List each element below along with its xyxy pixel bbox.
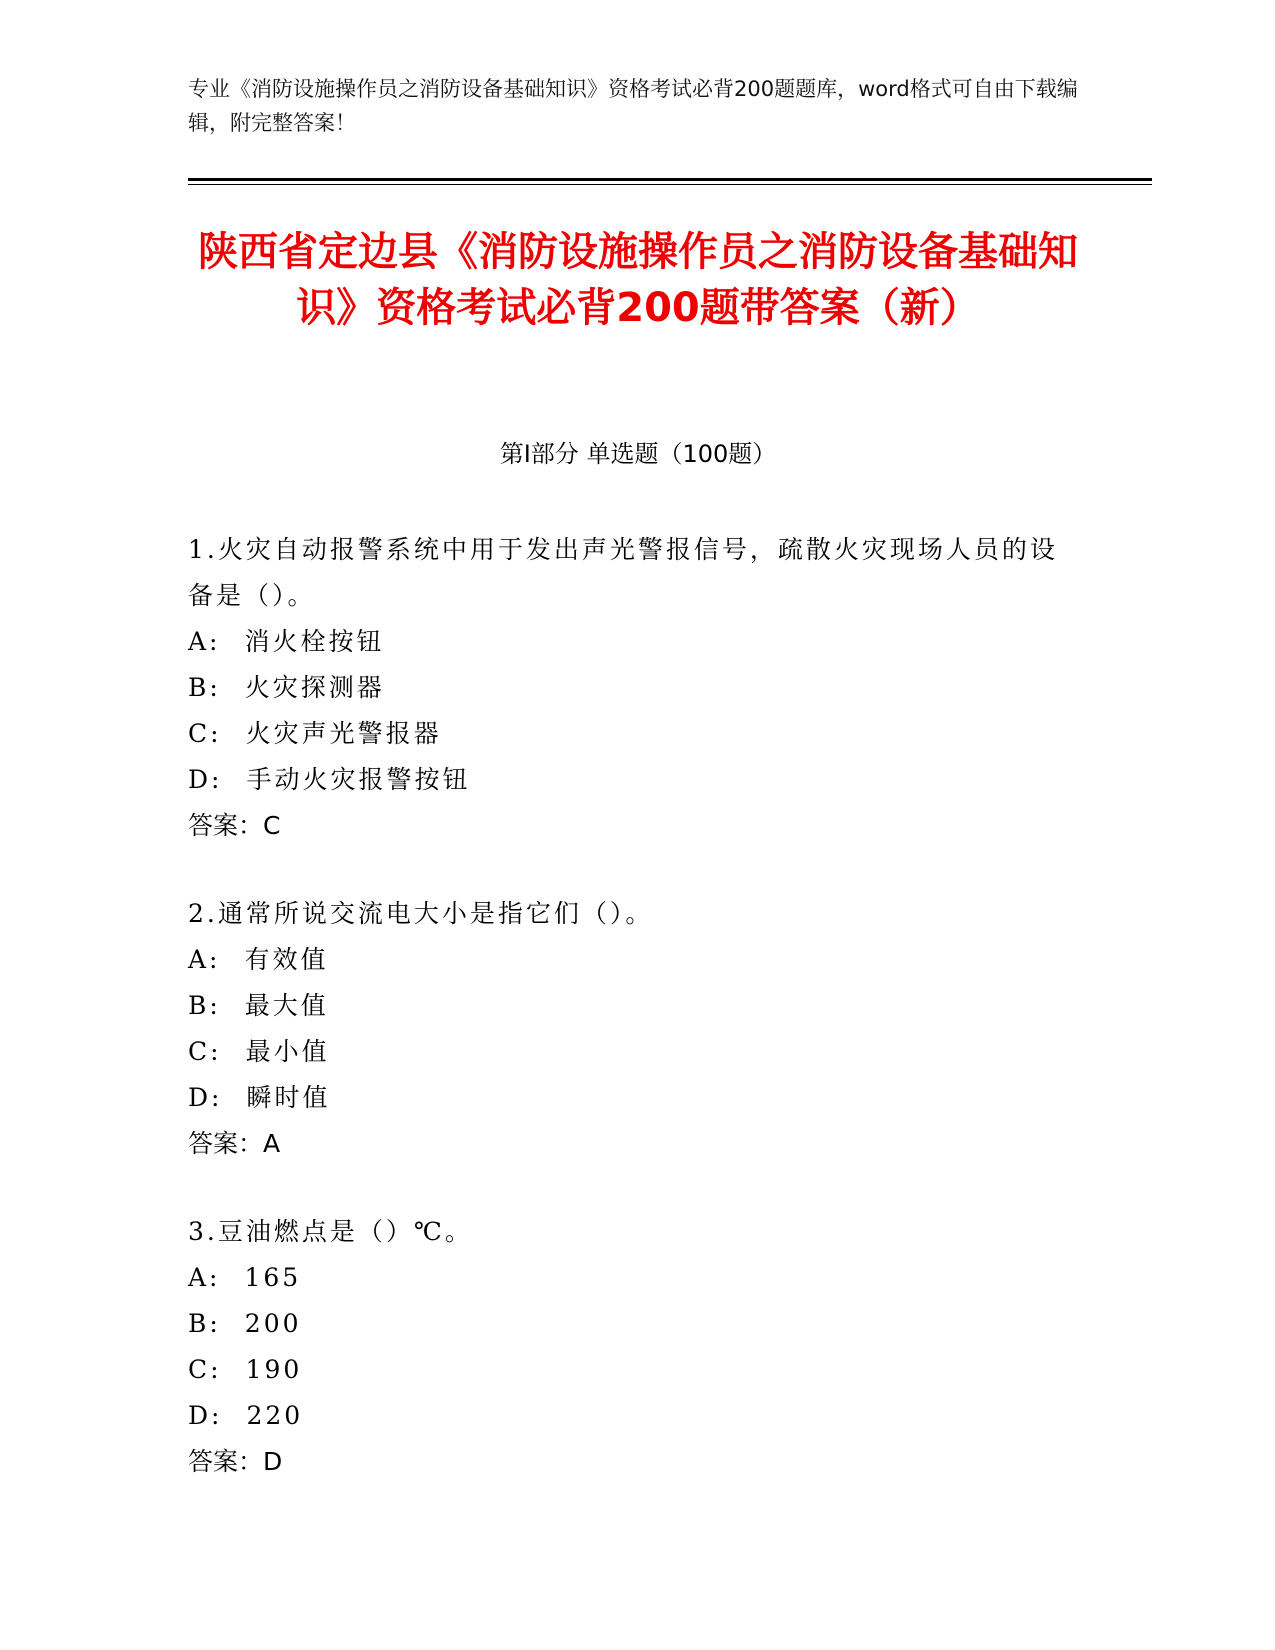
question-stem: 1.火灾自动报警系统中用于发出声光警报信号，疏散火灾现场人员的设备是（）。 [188,535,1058,610]
option-b [188,1301,1068,1347]
question-2 [188,891,1068,1167]
option-key: C: [188,1355,222,1384]
option-a [188,619,1068,665]
option-key: A: [188,1263,221,1292]
option-text: 瞬时值 [246,1083,331,1112]
document-title: 陕西省定边县《消防设施操作员之消防设备基础知识》资格考试必背200题带答案（新） [198,229,1078,331]
option-key: D: [188,1401,223,1430]
option-key: B: [188,991,221,1020]
option-text: 最小值 [245,1037,330,1066]
option-d [188,1393,1068,1439]
answer-line: 答案：C [188,811,281,840]
option-key: B: [188,673,221,702]
option-text: 消火栓按钮 [244,627,385,656]
option-text: 火灾声光警报器 [245,719,442,748]
question-1 [188,527,1068,849]
header-divider-thin [188,184,1152,185]
option-key: D: [188,765,223,794]
option-key: D: [188,1083,223,1112]
option-key: B: [188,1309,221,1338]
question-list [188,527,1068,1527]
option-key: A: [188,627,221,656]
option-a [188,1255,1068,1301]
header-divider-thick [188,178,1152,181]
option-b [188,665,1068,711]
option-text: 有效值 [244,945,329,974]
option-b [188,983,1068,1029]
option-key: C: [188,719,222,748]
option-a [188,937,1068,983]
answer-line: 答案：A [188,1129,281,1158]
option-c [188,711,1068,757]
option-text: 火灾探测器 [244,673,385,702]
header-note: 专业《消防设施操作员之消防设备基础知识》资格考试必背200题题库，word格式可自由下载编辑，附完整答案！ [188,77,1078,135]
question-3 [188,1209,1068,1485]
option-c [188,1029,1068,1075]
option-text: 最大值 [244,991,329,1020]
answer-line: 答案：D [188,1447,283,1476]
option-text: 200 [244,1309,302,1338]
option-key: C: [188,1037,222,1066]
option-text: 190 [245,1355,303,1384]
option-text: 手动火灾报警按钮 [246,765,471,794]
option-key: A: [188,945,221,974]
option-d [188,757,1068,803]
option-text: 165 [244,1263,302,1292]
section-heading: 第I部分 单选题（100题） [499,440,777,468]
option-c [188,1347,1068,1393]
question-stem: 3.豆油燃点是（）℃。 [188,1217,473,1246]
option-d [188,1075,1068,1121]
question-stem: 2.通常所说交流电大小是指它们（）。 [188,899,654,928]
option-text: 220 [246,1401,304,1430]
